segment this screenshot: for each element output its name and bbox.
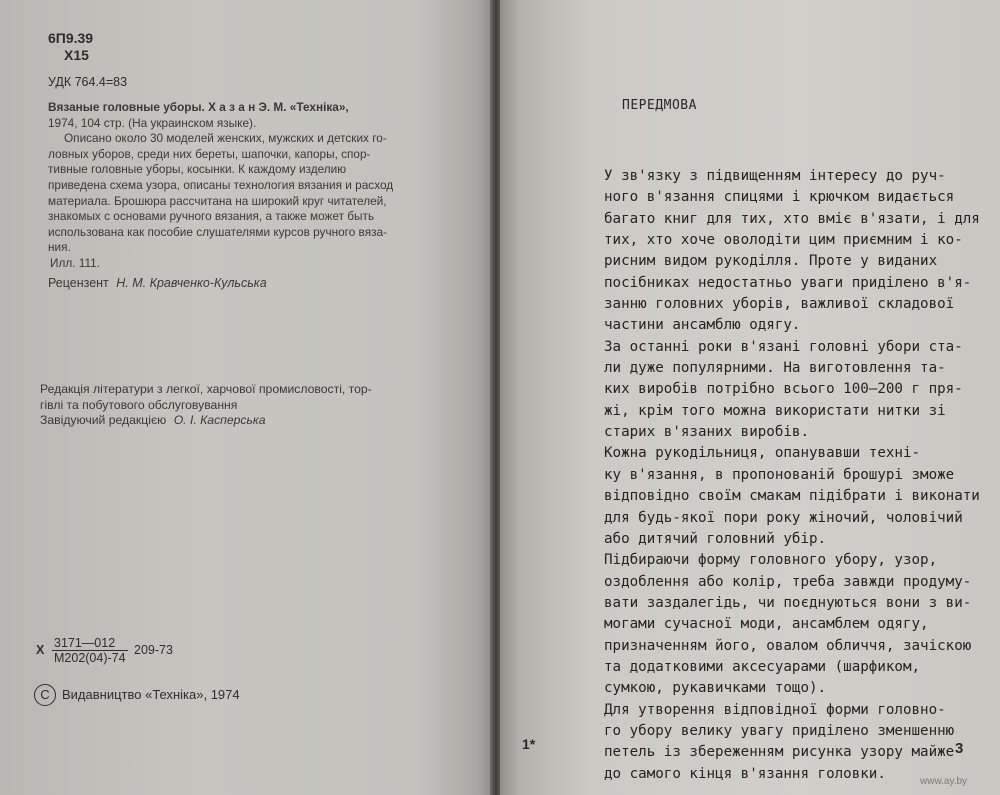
preface-line: призначенням його, овалом обличчя, зачіскою: [604, 637, 972, 654]
page-number: 3: [955, 740, 964, 757]
preface-line: оздоблення або колір, треба завжди продуму-: [604, 573, 972, 590]
preface-line: посібниках недостатньо уваги приділено в'я-: [604, 274, 972, 291]
head-editor-name: О. І. Касперська: [173, 413, 266, 428]
preface-line: Підбираючи форму головного убору, узор,: [604, 552, 938, 569]
annotation-line: 1974, 104 стр. (На украинском языке).: [48, 115, 257, 130]
reviewer-name: Н. М. Кравченко-Кульська: [116, 276, 267, 290]
preface-line: Кожна рукодільниця, опанувавши техні-: [604, 445, 921, 462]
preface-line: відповідно своїм смакам підібрати і виконати: [604, 488, 980, 505]
author-code: Х15: [64, 47, 89, 63]
annotation-line: Описано около 30 моделей женских, мужских и детских го-: [64, 131, 387, 146]
index-bottom: М202(04)-74: [54, 651, 126, 665]
preface-line: ли дуже популярними. На виготовлення та-: [604, 360, 946, 377]
preface-line: та додатковими аксесуарами (шарфиком,: [604, 658, 921, 675]
preface-line: частини ансамблю одягу.: [604, 317, 801, 334]
index-fraction: [52, 636, 128, 665]
preface-line: вати заздалегідь, чи поєднуються вони з ви-: [604, 594, 972, 611]
preface-line: багато книг для тих, хто вміє в'язати, і для: [604, 210, 980, 227]
index-letter: Х: [36, 643, 45, 657]
copyright-icon: C: [34, 684, 56, 706]
preface-line: сумкою, рукавичками тощо).: [604, 680, 827, 697]
preface-line: ного в'язання спицями і крючком видається: [604, 189, 955, 206]
editorial-line: гівлі та побутового обслуговування: [40, 397, 238, 412]
left-page: [0, 0, 492, 795]
udk-code: УДК 764.4=83: [48, 75, 128, 89]
copyright-text: Видавництво «Техніка», 1974: [62, 687, 240, 702]
annotation-line: тивные головные уборы, косынки. К каждому изделию: [48, 162, 347, 177]
index-top: 3171—012: [52, 636, 128, 651]
signature-mark: 1*: [522, 736, 536, 752]
reviewer-label: Рецензент: [48, 276, 109, 290]
preface-line: Для утворення відповідної форми головно-: [604, 701, 946, 718]
preface-body: [604, 166, 980, 785]
annotation-line: материала. Брошюра рассчитана на широкий круг читателей,: [48, 193, 387, 208]
preface-line: для будь-якої пори року жіночий, чоловічий: [604, 509, 963, 526]
watermark: www.ay.by: [920, 776, 968, 787]
index-suffix: 209-73: [134, 643, 173, 657]
classification-code: 6П9.39: [48, 30, 94, 46]
preface-line: У зв'язку з підвищенням інтересу до руч-: [604, 168, 946, 184]
annotation-line: ловных уборов, среди них береты, шапочки, капоры, спор-: [48, 146, 371, 161]
preface-line: до самого кінця в'язання головки.: [604, 765, 886, 782]
preface-line: тих, хто хоче оволодіти цим приємним і ко-: [604, 232, 963, 249]
preface-line: го убору велику увагу приділено зменшенню: [604, 722, 955, 739]
head-editor-line: [40, 413, 410, 429]
page-heading: ПЕРЕДМОВА: [622, 98, 697, 113]
preface-line: старих в'язаних виробів.: [604, 424, 809, 441]
editorial-line: Редакція літератури з легкої, харчової промисловості, тор-: [40, 382, 372, 396]
preface-line: рисним видом рукоділля. Проте у виданих: [604, 253, 938, 270]
annotation-line: приведена схема узора, описаны технология вязания и расход: [48, 177, 394, 192]
preface-line: ку в'язання, в пропонованій брошурі зможе: [604, 466, 955, 483]
reviewer-line: [48, 276, 267, 290]
annotation-block: [48, 100, 418, 272]
preface-line: занню головних уборів, важливої складової: [604, 296, 955, 313]
head-editor-label: Завідуючий редакцією: [40, 413, 167, 428]
preface-line: або дитячий головний убір.: [604, 530, 827, 547]
annotation-line: Илл. 111.: [50, 255, 101, 270]
preface-line: жі, крім того можна використати нитки зі: [604, 402, 946, 419]
preface-line: За останні роки в'язані головні убори ста-: [604, 338, 963, 355]
editorial-block: [40, 382, 410, 429]
preface-line: ких виробів потрібно всього 100—200 г пря-: [604, 381, 963, 398]
annotation-line: ния.: [48, 240, 71, 255]
annotation-line: Вязаные головные уборы. Х а з а н Э. М. «Техніка»,: [48, 100, 349, 114]
preface-line: могами сучасної моди, ансамблем одягу,: [604, 616, 929, 633]
annotation-line: знакомых с основами ручного вязания, а также может быть: [48, 209, 375, 224]
annotation-line: использована как пособие слушателями курсов ручного вяза-: [48, 224, 387, 239]
preface-line: петель із збереженням рисунка узору майже: [604, 744, 955, 761]
